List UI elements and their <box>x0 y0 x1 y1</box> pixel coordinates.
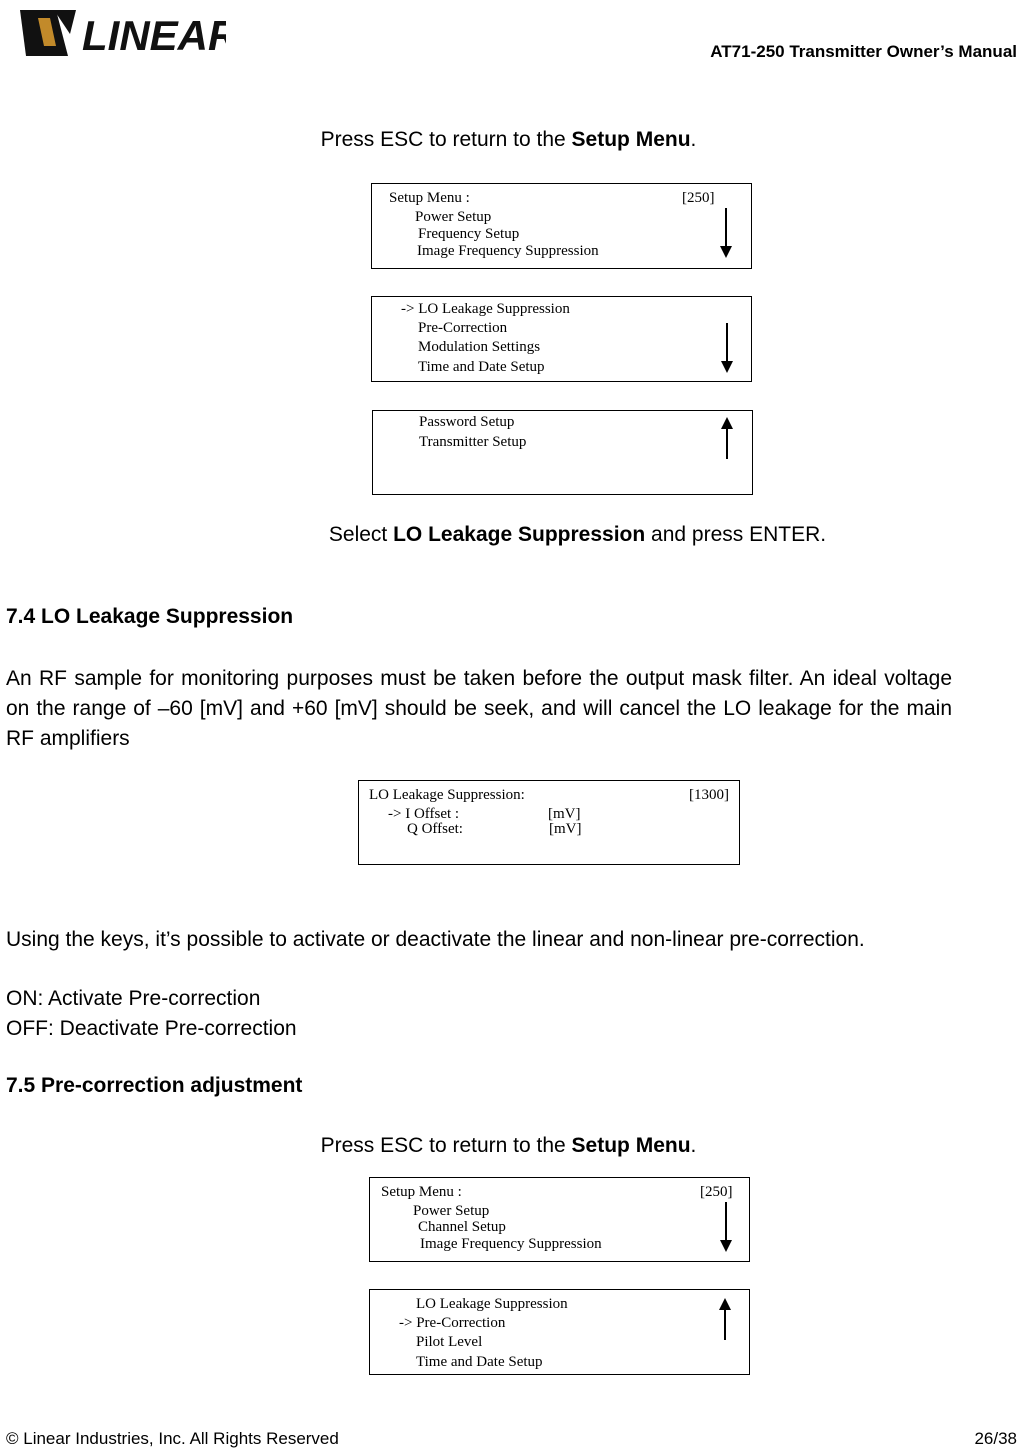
off-text: OFF: Deactivate Pre-correction <box>6 1017 297 1040</box>
document-title: AT71-250 Transmitter Owner’s Manual <box>710 42 1017 61</box>
logo-text: LINEAR <box>82 12 226 59</box>
q-offset-unit: [mV] <box>549 821 582 837</box>
i-offset-unit: [mV] <box>548 806 581 822</box>
footer-copyright: © Linear Industries, Inc. All Rights Reserved <box>6 1429 339 1448</box>
menu-item-selected: -> Pre-Correction <box>399 1315 506 1331</box>
keys-paragraph: Using the keys, it’s possible to activate or deactivate the linear and non-linear pre-correction. <box>6 928 865 951</box>
lcd-code: [250] <box>700 1184 733 1200</box>
menu-item: Transmitter Setup <box>419 434 527 450</box>
lcd-setup-menu-screen-1 <box>371 183 752 269</box>
on-text: ON: Activate Pre-correction <box>6 987 261 1010</box>
menu-item: Time and Date Setup <box>418 359 545 375</box>
down-arrow-icon <box>720 208 732 258</box>
lcd-setup-menu-screen-2 <box>371 296 752 382</box>
esc-instruction-2: Press ESC to return to the Setup Menu. <box>320 1134 697 1157</box>
lcd-title: LO Leakage Suppression: <box>369 787 525 803</box>
up-arrow-icon <box>719 1298 731 1340</box>
section-heading-7-4: 7.4 LO Leakage Suppression <box>6 605 294 628</box>
section-heading-7-5: 7.5 Pre-correction adjustment <box>6 1074 303 1097</box>
menu-item: Frequency Setup <box>418 226 520 242</box>
menu-item: Image Frequency Suppression <box>420 1236 602 1252</box>
select-instruction: Select LO Leakage Suppression and press ENTER. <box>328 523 827 546</box>
menu-item: Image Frequency Suppression <box>417 243 599 259</box>
menu-item: Pre-Correction <box>418 320 508 336</box>
down-arrow-icon <box>720 1202 732 1252</box>
section-7-4-paragraph: An RF sample for monitoring purposes must be taken before the output mask filter. An ideal voltage on the range of –60 [mV] and +60 [mV] should be seek, and will cancel the LO leakage for the main RF amplifiers <box>6 667 952 750</box>
lcd-setup-menu-screen-5 <box>369 1289 750 1375</box>
menu-item: Power Setup <box>415 209 492 225</box>
lcd-setup-menu-screen-3 <box>372 410 753 495</box>
menu-item: Power Setup <box>413 1203 490 1219</box>
menu-item-selected: -> LO Leakage Suppression <box>401 301 570 317</box>
menu-item: Time and Date Setup <box>416 1354 543 1370</box>
linear-logo <box>16 4 226 62</box>
menu-item: Channel Setup <box>418 1219 506 1235</box>
esc-instruction: Press ESC to return to the Setup Menu. <box>320 128 697 151</box>
lcd-lo-leakage-screen <box>358 780 740 865</box>
lcd-title: Setup Menu : <box>389 190 470 206</box>
lcd-code: [1300] <box>689 787 729 803</box>
q-offset-label: Q Offset: <box>407 821 463 837</box>
menu-item: Modulation Settings <box>418 339 541 355</box>
up-arrow-icon <box>721 417 733 459</box>
lcd-setup-menu-screen-4 <box>369 1177 750 1262</box>
lcd-title: Setup Menu : <box>381 1184 462 1200</box>
menu-item: Password Setup <box>419 414 515 430</box>
menu-item: Pilot Level <box>416 1334 483 1350</box>
lcd-code: [250] <box>682 190 715 206</box>
menu-item: LO Leakage Suppression <box>416 1296 568 1312</box>
footer-page-number: 26/38 <box>974 1429 1017 1448</box>
i-offset-label: -> I Offset : <box>388 806 460 822</box>
down-arrow-icon <box>721 323 733 373</box>
